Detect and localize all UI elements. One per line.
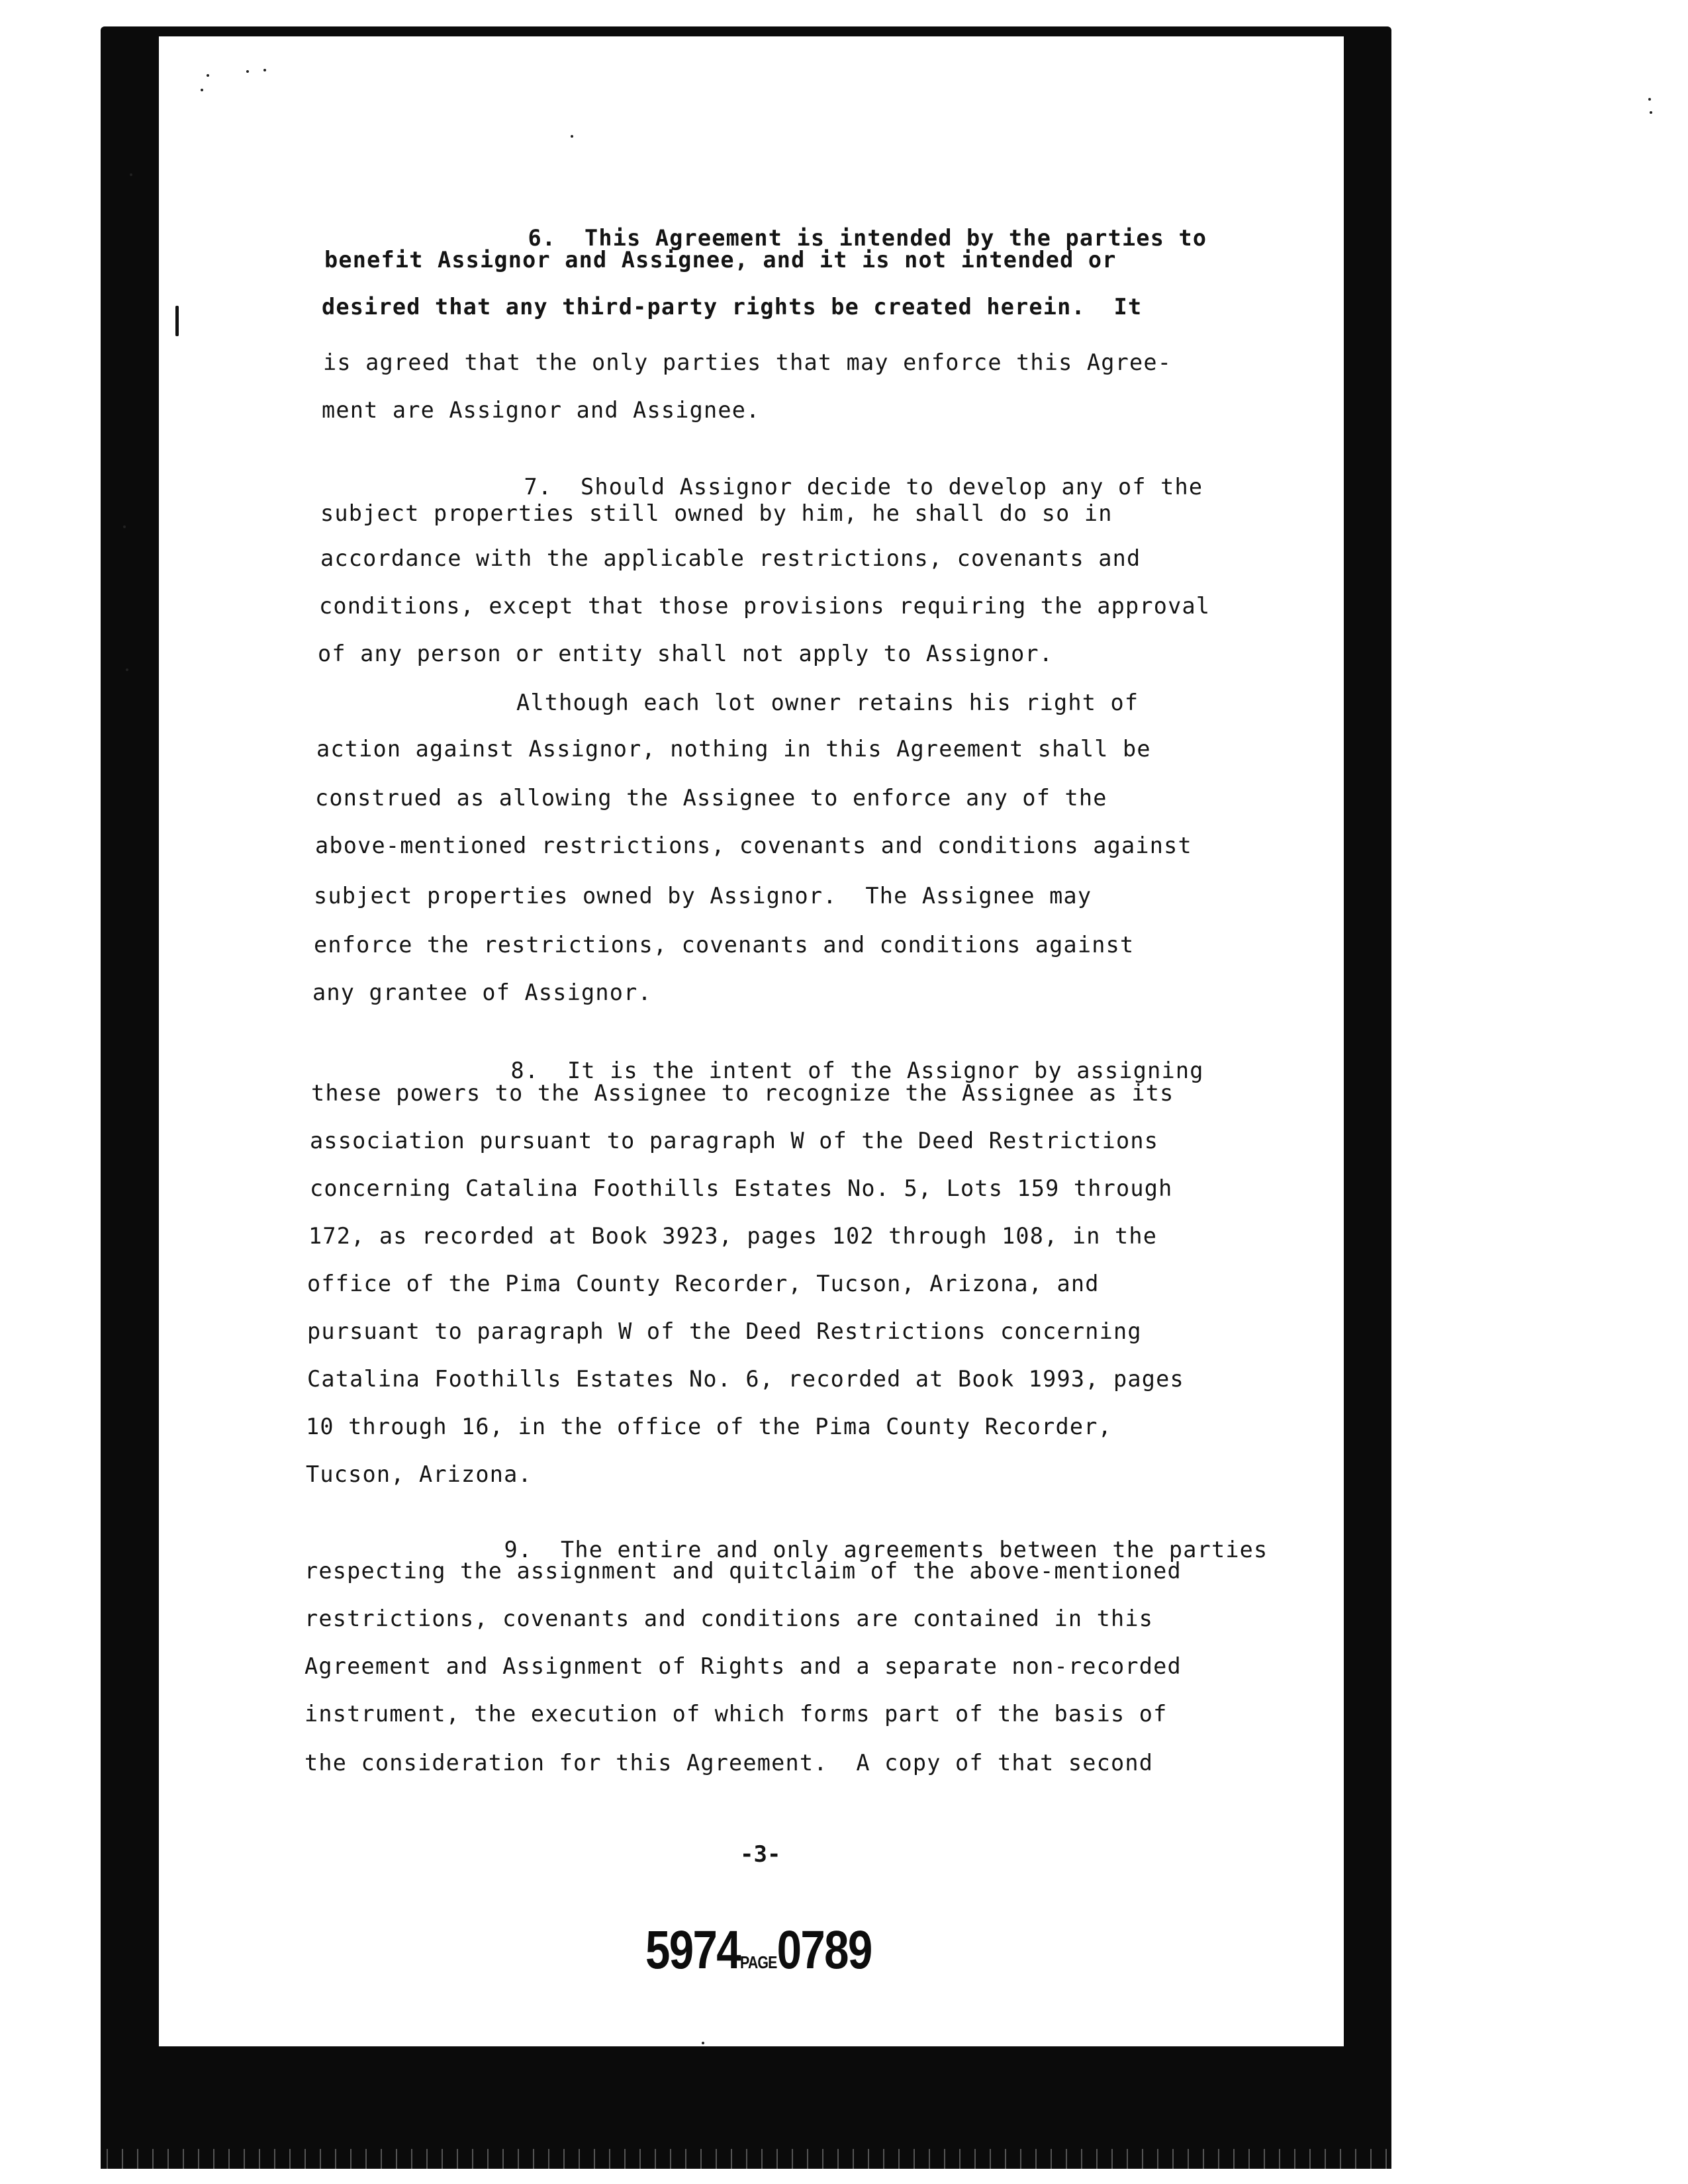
book-page-stamp	[645, 1919, 872, 1981]
paragraph-7-line-5: of any person or entity shall not apply to Assignor.	[318, 641, 1054, 666]
line-text: It is the intent of the Assignor by assigning	[567, 1058, 1204, 1083]
paragraph-number: 7.	[524, 474, 553, 500]
recorded-page-number: 0789	[776, 1920, 872, 1980]
page-number: -3-	[740, 1841, 781, 1868]
paragraph-9-line-3: restrictions, covenants and conditions are contained in this	[305, 1606, 1154, 1631]
paragraph-7-line-3: accordance with the applicable restrictions, covenants and	[320, 545, 1141, 571]
line-text: The entire and only agreements between the parties	[560, 1537, 1268, 1563]
paragraph-6-line-2: benefit Assignor and Assignee, and it is not intended or	[324, 247, 1117, 273]
paragraph-8-line-7: pursuant to paragraph W of the Deed Restrictions concerning	[307, 1318, 1142, 1344]
paragraph-8-line-8: Catalina Foothills Estates No. 6, recorded at Book 1993, pages	[307, 1366, 1184, 1392]
line-text: This Agreement is intended by the parties to	[584, 225, 1207, 251]
line-text: Should Assignor decide to develop any of the	[580, 474, 1203, 500]
paragraph-8-line-2: these powers to the Assignee to recognize the Assignee as its	[311, 1080, 1174, 1106]
paragraph-7b-line-3: construed as allowing the Assignee to enforce any of the	[315, 785, 1107, 811]
paragraph-8-line-5: 172, as recorded at Book 3923, pages 102 through 108, in the	[308, 1223, 1158, 1249]
page-label: PAGE	[740, 1952, 777, 1972]
paragraph-7-line-2: subject properties still owned by him, he shall do so in	[320, 500, 1113, 526]
paragraph-7b-line-6: enforce the restrictions, covenants and conditions against	[314, 932, 1135, 958]
paragraph-8-line-4: concerning Catalina Foothills Estates No. 5, Lots 159 through	[310, 1175, 1173, 1201]
paragraph-7-line-4: conditions, except that those provisions requiring the approval	[319, 593, 1211, 619]
paragraph-6-line-5: ment are Assignor and Assignee.	[322, 397, 761, 423]
book-number: 5974	[645, 1920, 741, 1980]
paragraph-number: 8.	[510, 1058, 539, 1083]
paragraph-8-line-6: office of the Pima County Recorder, Tucson, Arizona, and	[307, 1271, 1100, 1297]
paragraph-9-line-4: Agreement and Assignment of Rights and a separate non-recorded	[305, 1653, 1182, 1679]
paragraph-6-line-3: desired that any third-party rights be created herein. It	[322, 294, 1143, 320]
paragraph-number: 9.	[504, 1537, 533, 1563]
paragraph-9-line-6: the consideration for this Agreement. A copy of that second	[305, 1750, 1154, 1776]
paragraph-9-line-5: instrument, the execution of which forms part of the basis of	[305, 1701, 1168, 1727]
paragraph-6-line-4: is agreed that the only parties that may enforce this Agree-	[323, 349, 1172, 375]
paragraph-7b-line-7: any grantee of Assignor.	[312, 979, 652, 1005]
paragraph-8-line-10: Tucson, Arizona.	[306, 1461, 532, 1487]
paragraph-7b-line-1: Although each lot owner retains his right of	[516, 690, 1139, 715]
paragraph-7b-line-2: action against Assignor, nothing in this Agreement shall be	[316, 736, 1151, 762]
paragraph-7b-line-5: subject properties owned by Assignor. The Assignee may	[314, 883, 1092, 909]
paragraph-8-line-9: 10 through 16, in the office of the Pima County Recorder,	[306, 1414, 1113, 1439]
paragraph-7b-line-4: above-mentioned restrictions, covenants and conditions against	[315, 833, 1192, 858]
paragraph-8-line-3: association pursuant to paragraph W of the Deed Restrictions	[310, 1128, 1159, 1154]
paragraph-number: 6.	[528, 225, 557, 251]
paragraph-9-line-2: respecting the assignment and quitclaim of the above-mentioned	[305, 1558, 1182, 1584]
